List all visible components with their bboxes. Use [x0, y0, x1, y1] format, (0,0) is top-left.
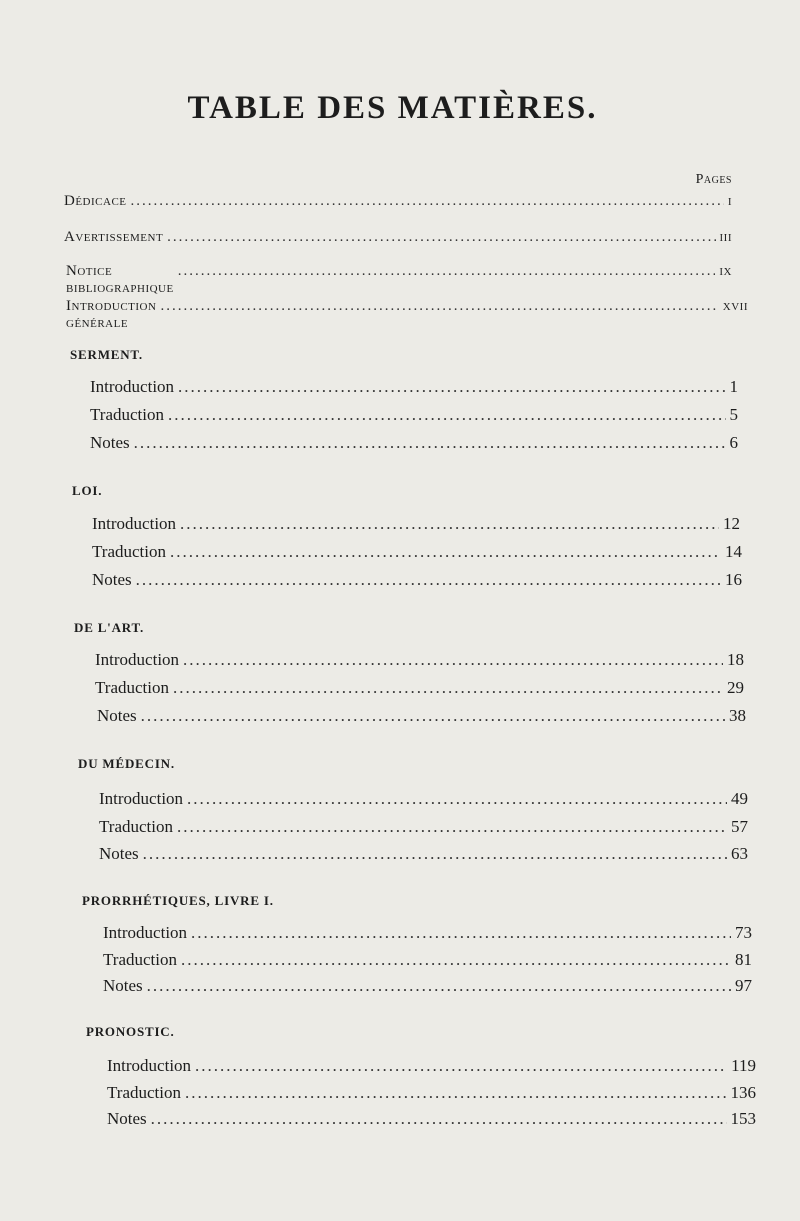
toc-entry-notice[interactable] [66, 263, 732, 297]
toc-entry-label: Notice bibliographique [66, 263, 174, 296]
toc-entry-prorrhetiques-notes[interactable] [103, 976, 752, 996]
toc-entry-medecin-notes[interactable] [99, 844, 748, 864]
toc-entry-label: Notes [90, 433, 130, 452]
section-title-pronostic: PRONOSTIC. [86, 1024, 175, 1039]
toc-entry-label: Introduction [90, 377, 175, 396]
toc-entry-page: 97 [735, 976, 752, 995]
toc-entry-page: 57 [731, 817, 748, 836]
toc-entry-label: Notes [103, 976, 143, 995]
toc-entry-page: 5 [729, 405, 738, 424]
leader-dots [185, 1083, 727, 1103]
section-title-serment: SERMENT. [70, 347, 143, 362]
leader-dots [180, 514, 719, 534]
toc-entry-page: 119 [731, 1056, 756, 1075]
toc-entry-label: Traduction [90, 405, 164, 424]
toc-entry-art-traduction[interactable] [95, 678, 744, 698]
toc-entry-label: Introduction générale [66, 298, 157, 331]
toc-entry-page: 1 [729, 377, 738, 396]
toc-entry-page: 63 [731, 844, 748, 863]
toc-entry-serment-introduction[interactable] [90, 377, 738, 397]
toc-entry-art-introduction[interactable] [95, 650, 744, 670]
toc-entry-prorrhetiques-traduction[interactable] [103, 950, 752, 970]
section-title-du-medecin: DU MÉDECIN. [78, 756, 175, 771]
toc-entry-label: Traduction [103, 950, 177, 969]
toc-entry-pronostic-notes[interactable] [107, 1109, 756, 1129]
toc-entry-label: Traduction [99, 817, 173, 836]
toc-entry-loi-notes[interactable] [92, 570, 742, 590]
toc-entry-dedicace[interactable] [64, 193, 732, 210]
leader-dots [170, 542, 721, 562]
toc-entry-page: 16 [725, 570, 742, 589]
toc-entry-serment-notes[interactable] [90, 433, 738, 453]
toc-entry-label: Introduction [99, 789, 184, 808]
toc-entry-page: 18 [727, 650, 744, 669]
toc-entry-page: 6 [729, 433, 738, 452]
toc-entry-page: 153 [730, 1109, 756, 1128]
toc-entry-avertissement[interactable] [64, 229, 732, 246]
toc-entry-page: iii [719, 229, 732, 245]
leader-dots [173, 678, 723, 698]
toc-entry-medecin-introduction[interactable] [99, 789, 748, 809]
leader-dots [191, 923, 731, 943]
leader-dots [183, 650, 723, 670]
toc-entry-label: Introduction [95, 650, 180, 669]
toc-entry-serment-traduction[interactable] [90, 405, 738, 425]
toc-entry-pronostic-introduction[interactable] [107, 1056, 756, 1076]
toc-entry-page: ix [719, 263, 732, 279]
leader-dots [141, 706, 725, 726]
leader-dots [134, 433, 726, 453]
toc-entry-label: Introduction [92, 514, 177, 533]
toc-entry-page: 14 [725, 542, 742, 561]
toc-entry-page: 12 [723, 514, 740, 533]
toc-entry-page: 136 [730, 1083, 756, 1102]
toc-entry-medecin-traduction[interactable] [99, 817, 748, 837]
pages-column-label: Pages [695, 172, 732, 187]
leader-dots [136, 570, 721, 590]
toc-entry-label: Dédicace [64, 193, 127, 209]
toc-entry-pronostic-traduction[interactable] [107, 1083, 756, 1103]
leader-dots [131, 193, 724, 210]
leader-dots [160, 298, 718, 315]
toc-entry-label: Notes [99, 844, 139, 863]
toc-entry-art-notes[interactable] [97, 706, 746, 726]
leader-dots [168, 405, 726, 425]
toc-entry-label: Introduction [107, 1056, 192, 1075]
toc-entry-prorrhetiques-introduction[interactable] [103, 923, 752, 943]
leader-dots [187, 789, 727, 809]
toc-entry-page: 29 [727, 678, 744, 697]
toc-entry-page: 73 [735, 923, 752, 942]
toc-entry-label: Introduction [103, 923, 188, 942]
section-title-de-l-art: DE L'ART. [74, 620, 145, 635]
toc-entry-page: 38 [729, 706, 746, 725]
leader-dots [143, 844, 727, 864]
toc-entry-label: Notes [92, 570, 132, 589]
section-title-prorrhetiques: PRORRHÉTIQUES, LIVRE I. [82, 893, 274, 908]
leader-dots [151, 1109, 727, 1129]
toc-entry-page: i [727, 193, 732, 209]
toc-entry-label: Traduction [95, 678, 169, 697]
toc-entry-page: xvii [722, 298, 748, 314]
page-title: TABLE DES MATIÈRES. [187, 90, 598, 126]
toc-entry-introduction-generale[interactable] [66, 298, 748, 332]
section-title-loi: LOI. [72, 483, 103, 498]
leader-dots [177, 817, 727, 837]
toc-entry-label: Notes [97, 706, 137, 725]
bleed-through-text [0, 30, 800, 49]
toc-entry-label: Avertissement [64, 229, 164, 245]
toc-entry-page: 81 [735, 950, 752, 969]
leader-dots [178, 263, 716, 280]
toc-entry-loi-introduction[interactable] [92, 514, 740, 534]
toc-entry-label: Traduction [107, 1083, 181, 1102]
toc-entry-loi-traduction[interactable] [92, 542, 742, 562]
toc-entry-page: 49 [731, 789, 748, 808]
toc-entry-label: Traduction [92, 542, 166, 561]
leader-dots [178, 377, 725, 397]
leader-dots [195, 1056, 727, 1076]
toc-entry-label: Notes [107, 1109, 147, 1128]
leader-dots [181, 950, 731, 970]
leader-dots [167, 229, 715, 246]
leader-dots [147, 976, 731, 996]
